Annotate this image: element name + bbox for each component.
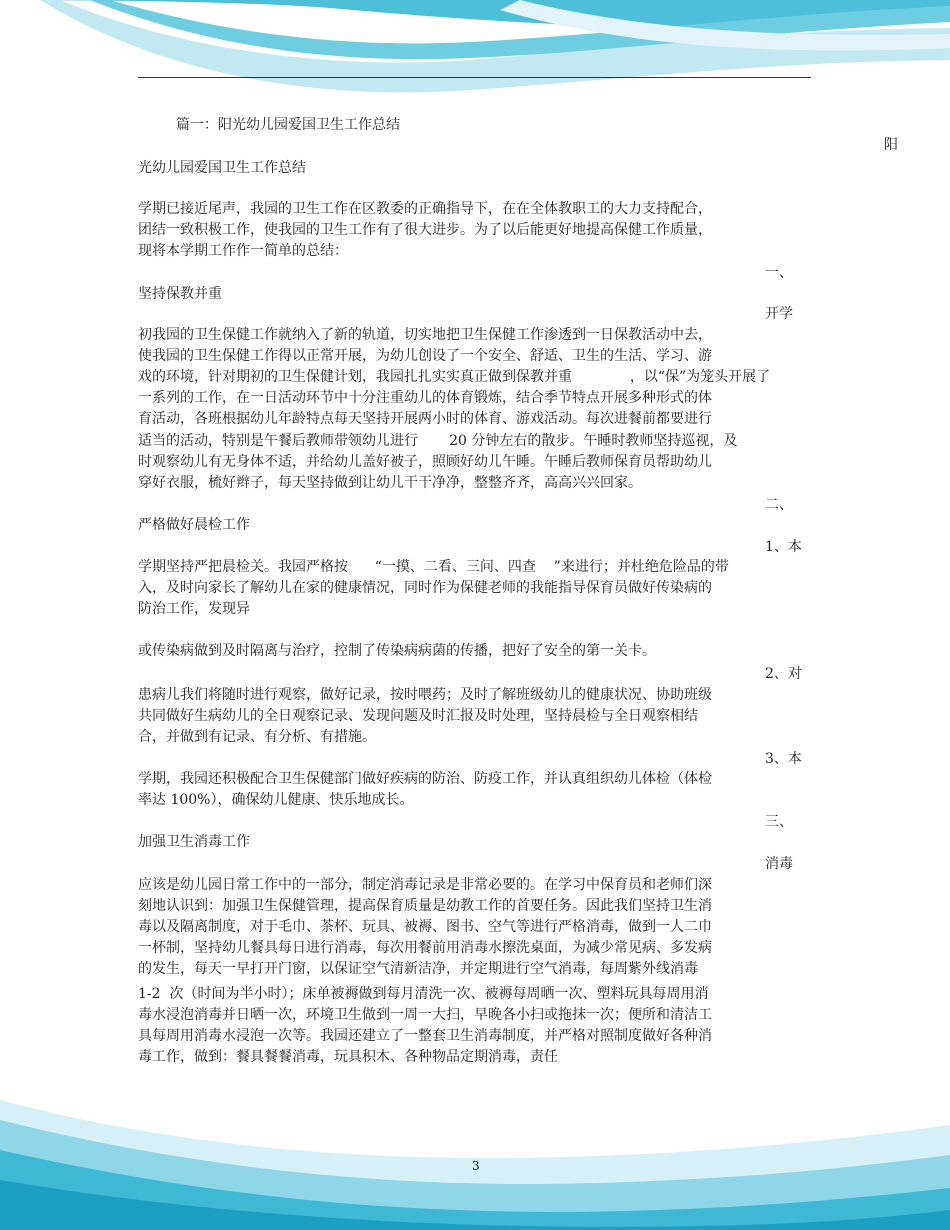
text-line: 毒水浸泡消毒并日晒一次，环境卫生做到一周一大扫，早晚各小扫或拖抹一次；便所和清洁工 [138, 1007, 712, 1023]
text-line: 严格做好晨检工作 [138, 517, 250, 533]
text-line: 加强卫生消毒工作 [138, 834, 250, 850]
text-line: 患病儿我们将随时进行观察，做好记录，按时喂药；及时了解班级幼儿的健康状况、协助班级 [138, 687, 712, 703]
text-line: 2、对 [765, 666, 802, 682]
text-line: 的发生，每天一早打开门窗，以保证空气清新洁净，并定期进行空气消毒，每周紫外线消毒 [138, 961, 698, 977]
text-line: 毒以及隔离制度，对于毛巾、茶杯、玩具、被褥、图书、空气等进行严格消毒，做到一人二巾 [138, 919, 712, 935]
text-line: 光幼儿园爱国卫生工作总结 [138, 160, 306, 176]
text-line: 现将本学期工作作一简单的总结： [138, 243, 348, 259]
text-line: 三、 [765, 814, 793, 830]
text-line: 应该是幼儿园日常工作中的一部分，制定消毒记录是非常必要的。在学习中保育员和老师们深 [138, 877, 712, 893]
text-line: 1、本 [765, 539, 802, 555]
text-line: 共同做好生病幼儿的全日观察记录、发现问题及时汇报及时处理，坚持晨检与全日观察相结 [138, 708, 698, 724]
text-line: 毒工作，做到：餐具餐餐消毒，玩具积木、各种物品定期消毒，责任 [138, 1049, 558, 1065]
text-line: 坚持保教并重 [138, 286, 222, 302]
text-line: 3、本 [765, 751, 802, 767]
text-line: 入，及时向家长了解幼儿在家的健康情况，同时作为保健老师的我能指导保育员做好传染病的 [138, 580, 712, 596]
text-line: 学期，我园还积极配合卫生保健部门做好疾病的防治、防疫工作，并认真组织幼儿体检（体检 [138, 771, 712, 787]
text-line: 育活动，各班根据幼儿年龄特点每天坚持开展两小时的体育、游戏活动。每次进餐前都要进行 [138, 411, 712, 427]
text-line: 1-2 次（时间为半小时）；床单被褥做到每月清洗一次、被褥每周晒一次、塑料玩具每周用消 [138, 986, 709, 1002]
text-line: 戏的环境，针对期初的卫生保健计划，我园扎扎实实真正做到保教并重 ，以“保”为笼头开展了 [138, 369, 771, 385]
text-line: 消毒 [765, 856, 793, 872]
text-line: 或传染病做到及时隔离与治疗，控制了传染病病菌的传播，把好了安全的第一关卡。 [138, 643, 656, 659]
text-line: 学期已接近尾声，我园的卫生工作在区教委的正确指导下，在在全体教职工的大力支持配合， [138, 201, 712, 217]
text-line: 穿好衣服，梳好辫子，每天坚持做到让幼儿干干净净，整整齐齐，高高兴兴回家。 [138, 475, 642, 491]
text-line: 适当的活动，特别是午餐后教师带领幼儿进行 20 分钟左右的散步。午睡时教师坚持巡视，及 [138, 433, 738, 449]
page-number: 3 [472, 1159, 480, 1173]
text-line: 一系列的工作，在一日活动环节中十分注重幼儿的体育锻炼，结合季节特点开展多种形式的体 [138, 390, 712, 406]
top-wave-decoration [0, 0, 950, 160]
text-line: 篇一：阳光幼儿园爱国卫生工作总结 [176, 117, 400, 133]
text-line: 具每周用消毒水浸泡一次等。我园还建立了一整套卫生消毒制度，并严格对照制度做好各种消 [138, 1028, 712, 1044]
header-rule [138, 77, 811, 78]
text-line: 学期坚持严把晨检关。我园严格按 “一摸、二看、三问、四查 ”来进行；并杜绝危险品的带 [138, 559, 729, 575]
text-line: 开学 [765, 306, 793, 322]
text-line: 刻地认识到：加强卫生保健管理，提高保育质量是幼教工作的首要任务。因此我们坚持卫生消 [138, 898, 712, 914]
text-line: 一、 [765, 265, 793, 281]
bottom-wave-decoration [0, 1080, 950, 1230]
text-line: 一杯制，坚持幼儿餐具每日进行消毒，每次用餐前用消毒水擦洗桌面，为减少常见病、多发病 [138, 940, 712, 956]
text-line: 合，并做到有记录、有分析、有措施。 [138, 729, 376, 745]
text-line: 防治工作，发现异 [138, 601, 250, 617]
text-line: 时观察幼儿有无身体不适，并给幼儿盖好被子，照顾好幼儿午睡。午睡后教师保育员帮助幼儿 [138, 454, 712, 470]
text-line: 率达 100%），确保幼儿健康、快乐地成长。 [138, 792, 414, 808]
text-line: 团结一致积极工作，使我园的卫生工作有了很大进步。为了以后能更好地提高保健工作质量， [138, 222, 712, 238]
text-line: 二、 [765, 497, 793, 513]
text-line: 初我园的卫生保健工作就纳入了新的轨道，切实地把卫生保健工作渗透到一日保教活动中去， [138, 327, 712, 343]
text-line: 阳 [884, 137, 898, 153]
text-line: 使我园的卫生保健工作得以正常开展，为幼儿创设了一个安全、舒适、卫生的生活、学习、游 [138, 348, 712, 364]
